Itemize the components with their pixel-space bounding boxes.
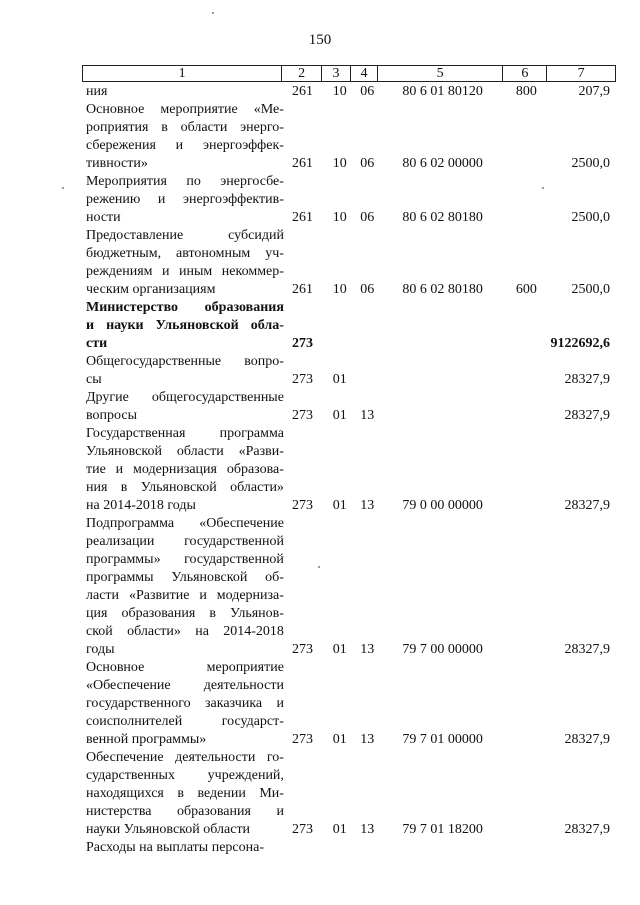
page-number: 150 (308, 32, 332, 48)
cell-col-2: 273 (291, 822, 313, 837)
description-line: соисполнителей государст- (86, 714, 284, 729)
description-line: сти (86, 336, 108, 351)
cell-col-2: 261 (291, 210, 313, 225)
description-line: ласти «Развитие и модерниза- (86, 588, 284, 603)
description-line: сбережения и энергоэффек- (86, 138, 284, 153)
cell-col-7: 28327,9 (564, 822, 611, 837)
description-line: «Обеспечение деятельности (86, 678, 284, 693)
description-line: на 2014-2018 годы (86, 498, 196, 513)
cell-col-2: 273 (291, 336, 313, 351)
description-line: роприятия в области энерго- (86, 120, 284, 135)
cell-col-5: 80 6 02 00000 (402, 156, 483, 171)
cell-col-3: 01 (332, 822, 347, 837)
table-row (82, 659, 616, 749)
description-line: Основное мероприятие «Ме- (86, 102, 284, 117)
cell-col-4: 06 (360, 84, 375, 99)
table-row (82, 515, 616, 659)
row-description (82, 353, 284, 389)
description-line: режению и энергоэффектив- (86, 192, 284, 207)
cell-col-2: 273 (291, 372, 313, 387)
cell-col-7: 28327,9 (564, 498, 611, 513)
scan-speck (212, 12, 214, 14)
scan-speck (542, 187, 544, 189)
table-row (82, 83, 616, 101)
cell-col-7: 2500,0 (571, 282, 611, 297)
cell-col-7: 28327,9 (564, 642, 611, 657)
cell-col-3: 10 (332, 210, 347, 225)
cell-col-3: 01 (332, 372, 347, 387)
row-description (82, 227, 284, 299)
cell-col-5: 80 6 02 80180 (402, 282, 483, 297)
description-line: Министерство образования (86, 300, 284, 315)
description-line: науки Ульяновской области (86, 822, 251, 837)
table-row (82, 173, 616, 227)
table-row (82, 299, 616, 353)
description-line: Расходы на выплаты персона- (86, 840, 264, 855)
cell-col-3: 01 (332, 732, 347, 747)
table-row (82, 749, 616, 839)
cell-col-2: 261 (291, 282, 313, 297)
cell-col-4: 06 (360, 156, 375, 171)
description-line: Общегосударственные вопро- (86, 354, 284, 369)
description-line: Мероприятия по энергосбе- (86, 174, 284, 189)
cell-col-2: 273 (291, 408, 313, 423)
table-row (82, 389, 616, 425)
cell-col-5: 79 0 00 00000 (402, 498, 483, 513)
cell-col-6: 800 (515, 84, 537, 99)
cell-col-5: 79 7 00 00000 (402, 642, 483, 657)
cell-col-5: 80 6 02 80180 (402, 210, 483, 225)
table-row (82, 101, 616, 173)
cell-col-5: 80 6 01 80120 (402, 84, 483, 99)
description-line: программы Ульяновской об- (86, 570, 284, 585)
header-col-3: 3 (322, 66, 351, 81)
cell-col-2: 273 (291, 732, 313, 747)
header-col-1: 1 (83, 66, 282, 81)
header-col-5: 5 (378, 66, 504, 81)
row-description (82, 389, 284, 425)
table-header (82, 65, 616, 82)
description-line: тивности» (86, 156, 148, 171)
description-line: Основное мероприятие (86, 660, 284, 675)
cell-col-7: 28327,9 (564, 732, 611, 747)
cell-col-3: 10 (332, 84, 347, 99)
description-line: находящихся в ведении Ми- (86, 786, 284, 801)
description-line: ния (86, 84, 108, 99)
description-line: вопросы (86, 408, 137, 423)
cell-col-2: 273 (291, 498, 313, 513)
description-line: ция образования в Ульянов- (86, 606, 284, 621)
header-col-4: 4 (351, 66, 378, 81)
cell-col-4: 13 (360, 408, 375, 423)
description-line: ния в Ульяновской области» (86, 480, 284, 495)
cell-col-7: 28327,9 (564, 372, 611, 387)
description-line: венной программы» (86, 732, 207, 747)
description-line: годы (86, 642, 115, 657)
cell-col-3: 01 (332, 408, 347, 423)
row-description (82, 299, 284, 353)
description-line: Подпрограмма «Обеспечение (86, 516, 284, 531)
description-line: реализации государственной (86, 534, 284, 549)
row-description (82, 839, 284, 857)
description-line: и науки Ульяновской обла- (86, 318, 284, 333)
cell-col-7: 28327,9 (564, 408, 611, 423)
description-line: тие и модернизация образова- (86, 462, 284, 477)
cell-col-3: 01 (332, 498, 347, 513)
description-line: Ульяновской области «Разви- (86, 444, 284, 459)
cell-col-3: 10 (332, 156, 347, 171)
description-line: ности (86, 210, 121, 225)
row-description (82, 83, 284, 101)
cell-col-4: 13 (360, 642, 375, 657)
header-col-2: 2 (282, 66, 322, 81)
header-col-7: 7 (577, 66, 585, 81)
row-description (82, 173, 284, 227)
cell-col-7: 207,9 (578, 84, 611, 99)
cell-col-4: 06 (360, 210, 375, 225)
cell-col-7: 9122692,6 (550, 336, 611, 351)
cell-col-2: 261 (291, 84, 313, 99)
cell-col-4: 06 (360, 282, 375, 297)
row-description (82, 515, 284, 659)
description-line: программы» государственной (86, 552, 284, 567)
row-description (82, 659, 284, 749)
row-description (82, 425, 284, 515)
description-line: нистерства образования и (86, 804, 284, 819)
row-description (82, 101, 284, 173)
cell-col-3: 10 (332, 282, 347, 297)
cell-col-4: 13 (360, 498, 375, 513)
cell-col-5: 79 7 01 00000 (402, 732, 483, 747)
table-body (82, 83, 616, 857)
cell-col-6: 600 (515, 282, 537, 297)
description-line: ческим организациям (86, 282, 216, 297)
cell-col-7: 2500,0 (571, 156, 611, 171)
description-line: Предоставление субсидий (86, 228, 284, 243)
description-line: государственного заказчика и (86, 696, 284, 711)
cell-col-2: 273 (291, 642, 313, 657)
scan-speck (318, 566, 320, 568)
table-row (82, 839, 616, 857)
cell-col-2: 261 (291, 156, 313, 171)
description-line: Государственная программа (86, 426, 284, 441)
description-line: Обеспечение деятельности го- (86, 750, 284, 765)
cell-col-5: 79 7 01 18200 (402, 822, 483, 837)
description-line: сударственных учреждений, (86, 768, 284, 783)
table-row (82, 425, 616, 515)
header-col-6: 6 (503, 66, 547, 81)
cell-col-4: 13 (360, 732, 375, 747)
table-row (82, 353, 616, 389)
description-line: бюджетным, автономным уч- (86, 246, 284, 261)
cell-col-7: 2500,0 (571, 210, 611, 225)
cell-col-3: 01 (332, 642, 347, 657)
scan-speck (62, 187, 64, 189)
description-line: реждениям и иным некоммер- (86, 264, 284, 279)
row-description (82, 749, 284, 839)
table-row (82, 227, 616, 299)
description-line: Другие общегосударственные (86, 390, 284, 405)
description-line: сы (86, 372, 102, 387)
cell-col-4: 13 (360, 822, 375, 837)
description-line: ской области» на 2014-2018 (86, 624, 284, 639)
